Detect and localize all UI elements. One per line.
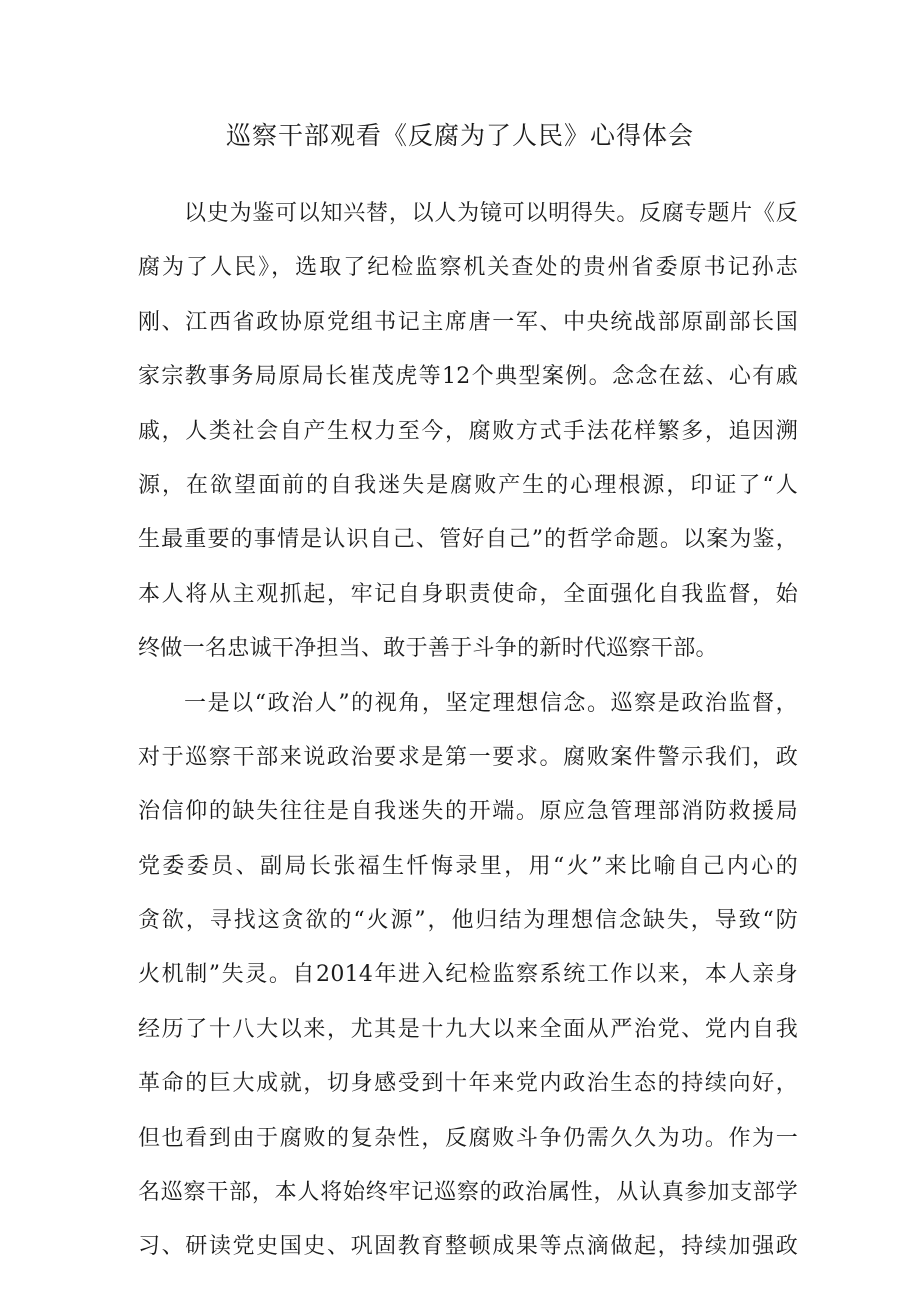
text-line: 一是以“政治人”的视角，坚定理想信念。巡察是政治监督， xyxy=(184,690,798,716)
text-line: 名巡察干部，本人将始终牢记巡察的政治属性，从认真参加支部学 xyxy=(138,1180,798,1206)
text-line: 但也看到由于腐败的复杂性，反腐败斗争仍需久久为功。作为一 xyxy=(138,1125,798,1151)
text-line: 贪欲，寻找这贪欲的“火源”，他归结为理想信念缺失，导致“防 xyxy=(138,908,798,934)
text-line: 生最重要的事情是认识自己、管好自己”的哲学命题。以案为鉴， xyxy=(138,527,798,553)
document-title: 巡察干部观看《反腐为了人民》心得体会 xyxy=(225,121,694,150)
text-line: 腐为了人民》，选取了纪检监察机关查处的贵州省委原书记孙志 xyxy=(138,255,798,281)
text-line: 对于巡察干部来说政治要求是第一要求。腐败案件警示我们，政 xyxy=(138,744,798,770)
text-line: 治信仰的缺失往往是自我迷失的开端。原应急管理部消防救援局 xyxy=(138,799,798,825)
text-line: 以史为鉴可以知兴替，以人为镜可以明得失。反腐专题片《反 xyxy=(184,201,798,226)
text-line: 终做一名忠诚干净担当、敢于善于斗争的新时代巡察干部。 xyxy=(138,636,718,662)
paragraph-point-one xyxy=(138,677,798,1275)
text-line: 戚，人类社会自产生权力至今，腐败方式手法花样繁多，追因溯 xyxy=(138,418,798,444)
document-body xyxy=(138,187,798,1275)
paragraph-intro xyxy=(138,187,798,677)
text-line: 经历了十八大以来，尤其是十九大以来全面从严治党、党内自我 xyxy=(138,1016,798,1042)
text-line: 刚、江西省政协原党组书记主席唐一军、中央统战部原副部长国 xyxy=(138,309,798,335)
text-line: 党委委员、副局长张福生忏悔录里，用“火”来比喻自己内心的 xyxy=(138,853,798,879)
text-line: 火机制”失灵。自2014年进入纪检监察系统工作以来，本人亲身 xyxy=(138,962,798,988)
text-line: 本人将从主观抓起，牢记自身职责使命，全面强化自我监督，始 xyxy=(138,581,798,607)
text-line: 家宗教事务局原局长崔茂虎等12个典型案例。念念在兹、心有戚 xyxy=(138,364,798,390)
text-line: 革命的巨大成就，切身感受到十年来党内政治生态的持续向好， xyxy=(138,1071,798,1097)
text-line: 习、研读党史国史、巩固教育整顿成果等点滴做起，持续加强政 xyxy=(138,1234,798,1260)
text-line: 源，在欲望面前的自我迷失是腐败产生的心理根源，印证了“人 xyxy=(138,472,798,498)
